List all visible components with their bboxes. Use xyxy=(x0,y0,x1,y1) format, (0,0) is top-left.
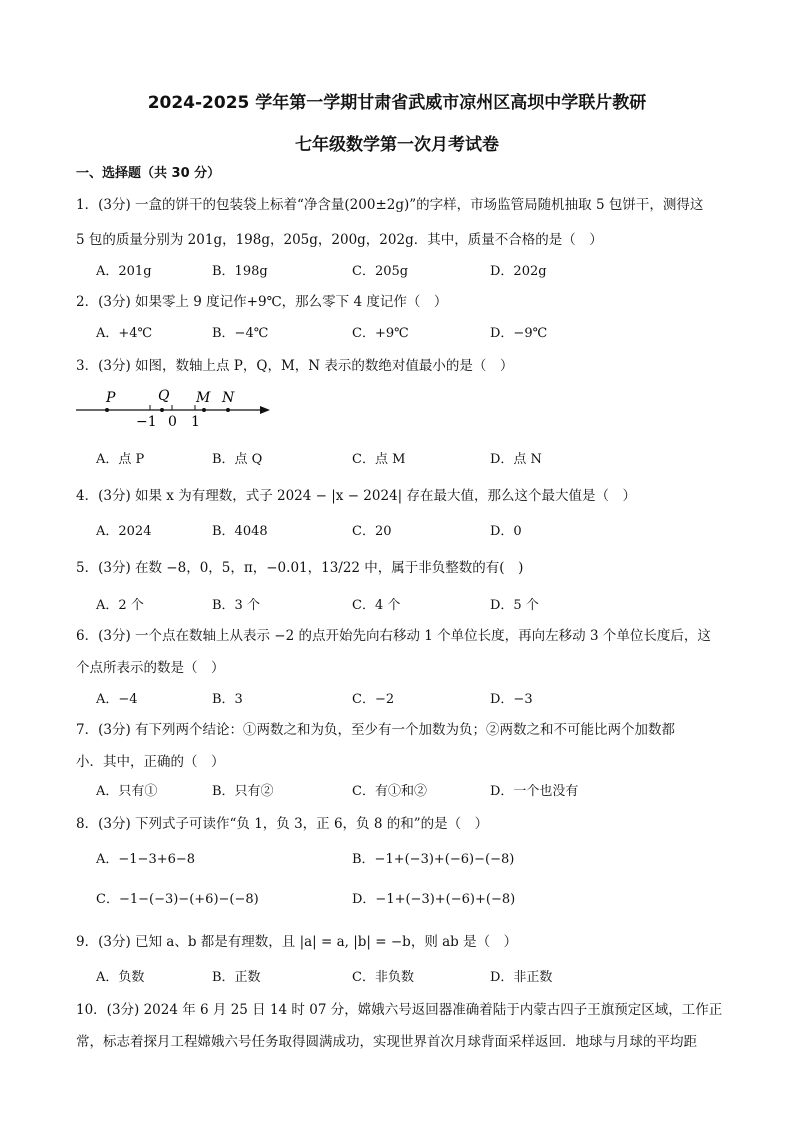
question-2-option-b: B．−4℃ xyxy=(212,326,269,341)
question-6-option-a: A．−4 xyxy=(96,692,138,707)
question-6-line1: 6．(3分) 一个点在数轴上从表示 −2 的点开始先向右移动 1 个单位长度，再向左移动 3 个单位长度后，这 xyxy=(76,628,711,644)
point-p-marker xyxy=(105,408,109,412)
question-2-line1: 2．(3分) 如果零上 9 度记作+9℃，那么零下 4 度记作（ ） xyxy=(76,294,448,310)
tick-label-one: 1 xyxy=(191,414,200,430)
question-7-option-d: D．一个也没有 xyxy=(490,784,579,799)
point-p-label: P xyxy=(106,390,116,406)
question-7-line1: 7．(3分) 有下列两个结论：①两数之和为负，至少有一个加数为负；②两数之和不可能比两个加数都 xyxy=(76,722,676,738)
question-6-option-b: B．3 xyxy=(212,692,243,707)
question-7-line2: 小．其中，正确的（ ） xyxy=(76,754,225,770)
question-5-option-d: D．5 个 xyxy=(490,598,539,613)
question-7-option-b: B．只有② xyxy=(212,784,274,799)
question-9-line1: 9．(3分) 已知 a、b 都是有理数，且 |a| = a, |b| = −b，则 ab 是（ ） xyxy=(76,934,518,950)
number-line-arrow-icon xyxy=(260,406,270,414)
question-1-line1: 1．(3分) 一盒的饼干的包装袋上标着“净含量(200±2g)”的字样，市场监管局随机抽取 5 包饼干，测得这 xyxy=(76,197,704,213)
question-4-option-c: C．20 xyxy=(352,524,392,539)
tick-label-zero: 0 xyxy=(168,414,177,430)
question-6-line2: 个点所表示的数是（ ） xyxy=(76,660,225,676)
question-5-option-a: A．2 个 xyxy=(96,598,144,613)
question-5-option-c: C．4 个 xyxy=(352,598,401,613)
question-1-option-c: C．205g xyxy=(352,264,409,279)
question-3-option-d: D．点 N xyxy=(490,452,542,467)
question-10-line1: 10．(3分) 2024 年 6 月 25 日 14 时 07 分，嫦娥六号返回器准确着陆于内蒙古四子王旗预定区域，工作正 xyxy=(76,1002,723,1018)
question-4-option-d: D．0 xyxy=(490,524,522,539)
question-3-line1: 3．(3分) 如图，数轴上点 P，Q，M，N 表示的数绝对值最小的是（ ） xyxy=(76,358,514,374)
question-9-option-a: A．负数 xyxy=(96,970,145,985)
question-1-line2: 5 包的质量分别为 201g，198g，205g，200g，202g．其中，质量不合格的是（ ） xyxy=(76,232,603,248)
question-4-option-b: B．4048 xyxy=(212,524,268,539)
question-6-option-d: D．−3 xyxy=(490,692,533,707)
exam-title-line1: 2024-2025 学年第一学期甘肃省武威市凉州区高坝中学联片教研 xyxy=(147,93,647,113)
question-1-option-d: D．202g xyxy=(490,264,547,279)
question-6-option-c: C．−2 xyxy=(352,692,395,707)
question-9-option-c: C．非负数 xyxy=(352,970,414,985)
number-line-figure xyxy=(76,386,276,430)
question-5-option-b: B．3 个 xyxy=(212,598,260,613)
question-3-option-a: A．点 P xyxy=(96,452,145,467)
question-8-option-b: B．−1+(−3)+(−6)−(−8) xyxy=(352,852,515,867)
question-1-option-b: B．198g xyxy=(212,264,268,279)
question-5-line1: 5．(3分) 在数 −8，0，5，π，−0.01，13/22 中，属于非负整数的有( ) xyxy=(76,560,524,576)
point-m-label: M xyxy=(196,390,211,406)
question-8-line1: 8．(3分) 下列式子可读作“负 1，负 3，正 6，负 8 的和”的是（ ） xyxy=(76,816,489,832)
point-n-marker xyxy=(226,408,230,412)
question-3-option-c: C．点 M xyxy=(352,452,406,467)
question-8-option-d: D．−1+(−3)+(−6)+(−8) xyxy=(352,892,516,907)
question-3-option-b: B．点 Q xyxy=(212,452,263,467)
question-4-option-a: A．2024 xyxy=(96,524,152,539)
question-8-option-a: A．−1−3+6−8 xyxy=(96,852,196,867)
question-7-option-a: A．只有① xyxy=(96,784,158,799)
question-10-line2: 常，标志着探月工程嫦娥六号任务取得圆满成功，实现世界首次月球背面采样返回．地球与月球的平均距 xyxy=(76,1034,697,1050)
question-2-option-a: A．+4℃ xyxy=(96,326,153,341)
question-2-option-c: C．+9℃ xyxy=(352,326,409,341)
section-heading-choice: 一、选择题（共 30 分） xyxy=(76,166,221,181)
question-9-option-d: D．非正数 xyxy=(490,970,553,985)
point-m-marker xyxy=(202,408,206,412)
question-8-option-c: C．−1−(−3)−(+6)−(−8) xyxy=(96,892,259,907)
question-1-option-a: A．201g xyxy=(96,264,152,279)
question-7-option-c: C．有①和② xyxy=(352,784,427,799)
question-4-line1: 4．(3分) 如果 x 为有理数，式子 2024 − |x − 2024| 存在最大值，那么这个最大值是（ ） xyxy=(76,488,636,504)
question-9-option-b: B．正数 xyxy=(212,970,261,985)
point-q-marker xyxy=(160,408,164,412)
tick-label-minus-one: −1 xyxy=(136,414,157,430)
question-2-option-d: D．−9℃ xyxy=(490,326,548,341)
point-q-label: Q xyxy=(158,388,170,404)
exam-title-line2: 七年级数学第一次月考试卷 xyxy=(295,135,499,155)
point-n-label: N xyxy=(222,390,235,406)
